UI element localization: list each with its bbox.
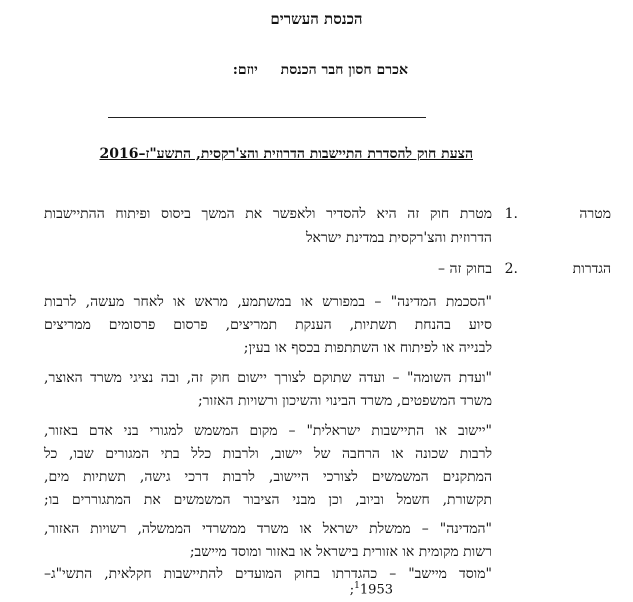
sponsor-role: חבר הכנסת [280, 62, 344, 78]
footnote-marker: 1 [354, 581, 360, 591]
section-1-margin-label: מטרה [579, 206, 611, 222]
definition-4-line-1: "המדינה" – ממשלת ישראל או משרד ממשרדי הממשלה, רשויות האזור, [44, 521, 492, 537]
footnote-year: 1953 [359, 582, 393, 598]
definition-2-line-1: "ועדת השומה" – ועדה שתוקם לצורך יישום חוק זה, ובה נציגי משרד האוצר, [44, 370, 492, 386]
definition-1-line-1: "הסכמת המדינה" – במפורש או במשתמע, מראש או לאחר מעשה, לרבות [44, 294, 492, 310]
section-1-number: 1. [504, 206, 518, 222]
definition-1-line-2: סיוע בהנחת תשתיות, הענקת תמריצים, פרסום פרסומים ממריצים [44, 317, 492, 333]
section-1-line-2: הדרוזית והצ'רקסית במדינת ישראל [305, 230, 492, 246]
section-2-margin-label: הגדרות [572, 261, 611, 277]
definition-5-line-1: "מוסד מיישב" – כהגדרתו בחוק המועדים להתיישבות חקלאית, התשי"ג– [44, 566, 492, 582]
separator-line [108, 117, 426, 118]
footnote-citation [350, 581, 393, 597]
definition-4-line-2: רשות מקומית או אזורית בישראל או באזור ומוסד מיישב; [189, 544, 492, 560]
section-1-line-1: מטרת חוק זה היא להסדיר ולאפשר את המשך ביסוס ופיתוח ההתיישבות [44, 206, 492, 222]
section-2-intro: בחוק זה – [438, 261, 492, 277]
definition-1-line-3: לבנייה או לפיתוח או השתתפות בכסף או בעין; [243, 340, 492, 356]
sponsor-line [215, 62, 408, 79]
sponsor-label: יוזם: [232, 62, 258, 78]
definition-2-line-2: משרד המשפטים, משרד הבינוי והשיכון ורשויות האזור; [197, 393, 492, 409]
definition-3-line-4: תקשורת, חשמל וביוב, וכן מבני הציבור המשמשים את המתגוררים בו; [44, 492, 492, 508]
section-2-number: 2. [504, 261, 518, 277]
definition-3-line-3: המתקנים המשמשים לצורכי היישוב, לרבות דרכי גישה, תשתיות מים, [44, 469, 492, 485]
knesset-heading: הכנסת העשרים [270, 10, 363, 28]
footnote-punct: ; [349, 582, 355, 598]
definition-3-line-2: לרבות שכונה או הרחבה של יישוב, ולרבות כלל בתי המגורים שבו, כל [44, 446, 492, 462]
definition-3-line-1: "יישוב או התיישבות ישראלית" – מקום המשמש למגורי בני אדם באזור, [44, 423, 492, 439]
sponsor-name: אכרם חסון [348, 62, 408, 78]
bill-title: הצעת חוק להסדרת התיישבות הדרוזית והצ'רקסית, התשע"ז–2016 [99, 146, 473, 162]
